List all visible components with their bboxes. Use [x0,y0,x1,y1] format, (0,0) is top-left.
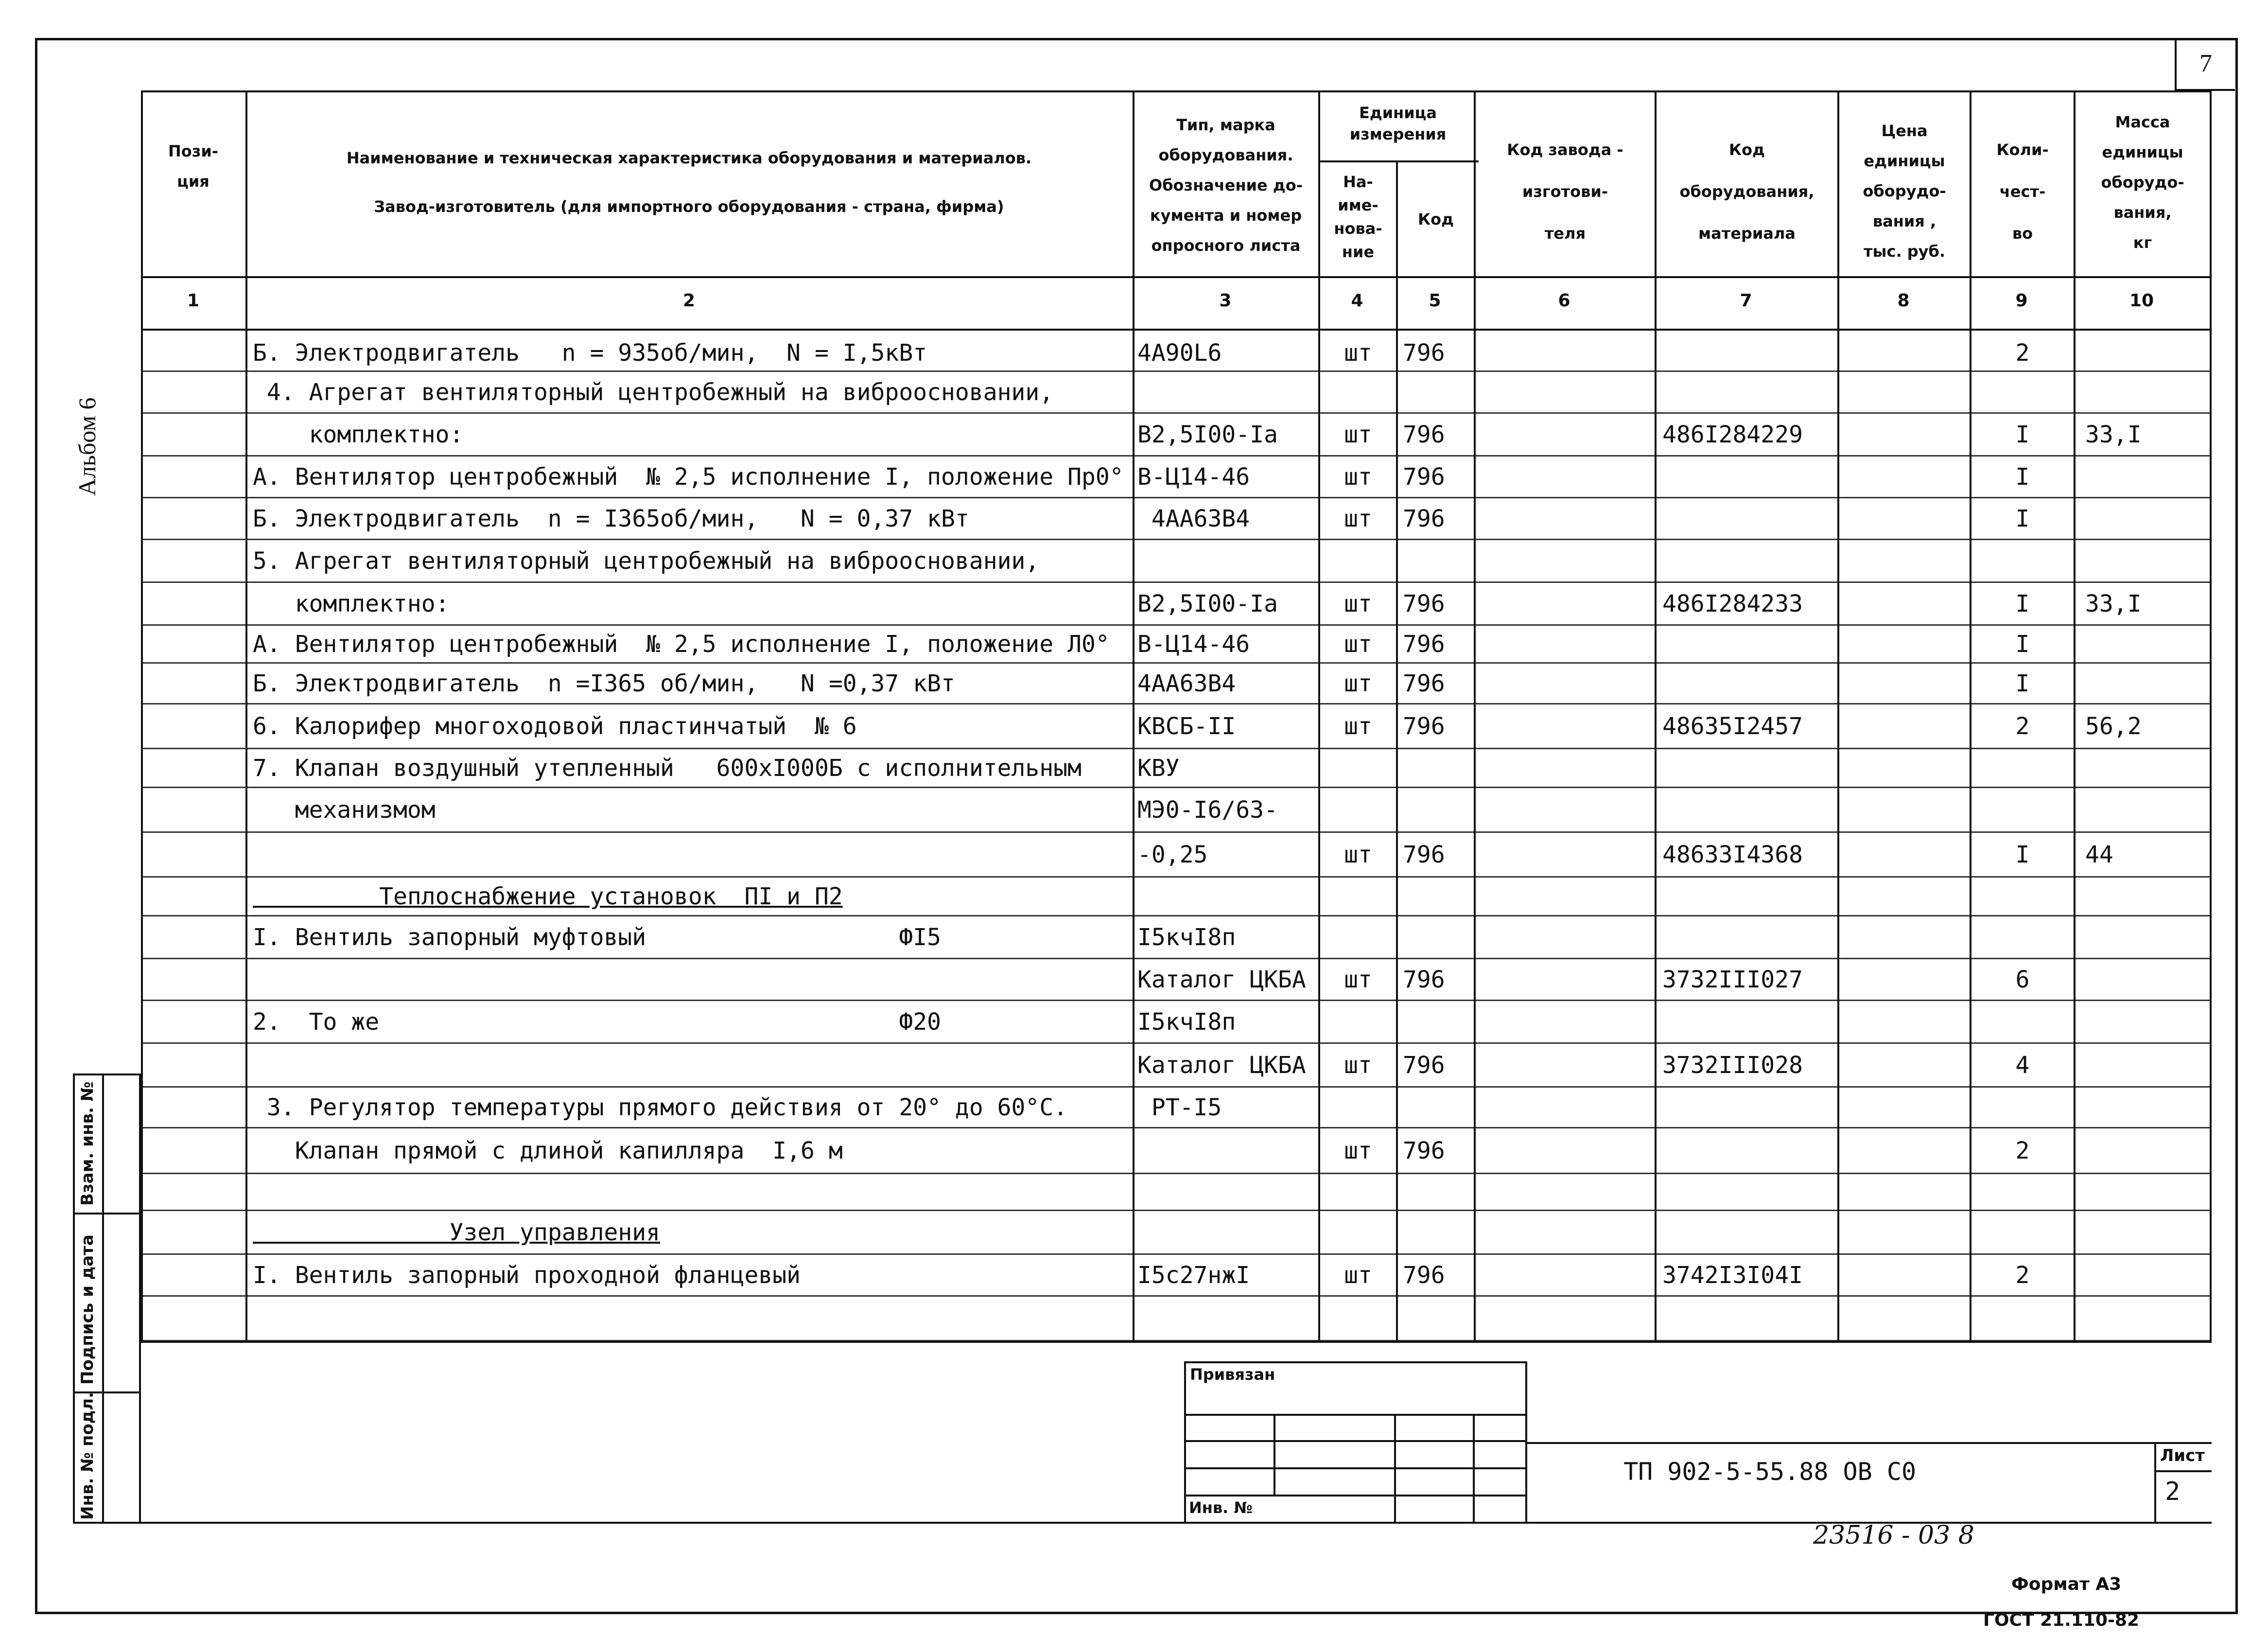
row-type: В-Ц14-46 [1137,463,1250,491]
row-unit: шт [1344,841,1372,868]
header-col5: Код [1418,210,1454,229]
header-col10: Масса единицы оборудо- вания, кг [2101,113,2184,252]
side-stamp-line [73,1213,141,1215]
document-designation: ТП 902-5-55.88 ОВ С0 [1623,1458,1917,1486]
row-divider [141,876,2212,878]
col-divider [1133,90,1134,1343]
row-code: 796 [1403,463,1445,491]
row-qty: 2 [2015,1137,2030,1164]
row-type: 4АА63В4 [1137,670,1236,697]
row-code: 796 [1403,339,1445,367]
colnum-4: 4 [1351,291,1363,311]
row-name: А. Вентилятор центробежный № 2,5 исполнение I, положение Л0° [253,631,1110,658]
col-divider [1474,90,1476,1343]
header-col3: Тип, марка оборудования. Обозначение до- кумента и номер опросного листа [1149,116,1303,255]
header-col9: Коли- чест- во [1996,141,2049,243]
privyazan-col [1473,1414,1475,1524]
header-bottom-line [141,276,2212,278]
table-left-border [141,90,143,1343]
col-divider [1396,160,1398,1343]
row-divider [141,1086,2212,1088]
row-type: Каталог ЦКБА [1137,966,1306,993]
drawing-frame [35,38,2238,1614]
header-col1: Пози- ция [168,142,219,191]
colnum-bottom-line [141,329,2212,331]
row-qty: I [2015,670,2030,697]
row-type: КВУ [1137,755,1180,782]
row-unit: шт [1344,966,1372,993]
inv-no-label: Инв. № [1189,1498,1253,1517]
row-name: комплектно: [253,590,450,617]
row-type: РТ-I5 [1137,1094,1222,1121]
row-divider [141,662,2212,664]
table-bottom-border [141,1341,2212,1343]
row-mass: 56,2 [2085,713,2142,740]
row-type: В2,5I00-Iа [1137,590,1278,617]
row-name: 5. Агрегат вентиляторный центробежный на виброосновании, [253,547,1040,575]
row-qty: I [2015,505,2030,532]
row-qty: I [2015,421,2030,448]
colnum-2: 2 [682,291,696,311]
row-unit: шт [1344,339,1372,367]
row-divider [141,370,2212,372]
row-name: I. Вентиль запорный муфтовый ФI5 [253,924,942,951]
row-divider [141,497,2212,498]
row-qty: 4 [2015,1052,2030,1079]
row-unit: шт [1344,463,1372,491]
row-equip-code: 48633I4368 [1662,841,1803,868]
row-name: Б. Электродвигатель n = 935об/мин, N = I,5кВт [253,339,927,367]
row-divider [141,624,2212,626]
row-equip-code: 486I284233 [1662,590,1803,617]
row-divider [141,748,2212,749]
row-unit: шт [1344,590,1372,617]
row-divider [141,1000,2212,1001]
row-code: 796 [1403,966,1445,993]
colnum-7: 7 [1740,291,1752,311]
row-divider [141,1127,2212,1128]
row-divider [141,1210,2212,1211]
row-type: В-Ц14-46 [1137,631,1250,658]
row-qty: I [2015,463,2030,491]
privyazan-line [1184,1414,1527,1416]
privyazan-col [1394,1414,1396,1524]
header-col8: Цена единицы оборудо- вания , тыс. руб. [1863,122,1946,261]
row-type: 4АА63В4 [1137,505,1250,532]
col-divider [2074,90,2076,1343]
sheet-label: Лист [2160,1446,2205,1465]
row-type: КВСБ-II [1137,713,1236,740]
row-name: Клапан прямой с длиной капилляра I,6 м [253,1137,843,1164]
row-qty: I [2015,841,2030,868]
privyazan-label: Привязан [1190,1365,1275,1384]
row-equip-code: 3742I3I04I [1662,1262,1803,1289]
side-stamp-inventory: Инв. № подл. [78,1391,97,1520]
row-name: 6. Калорифер многоходовой пластинчатый № 6 [253,713,857,740]
col-divider [245,90,247,1343]
row-code: 796 [1403,421,1445,448]
row-divider [141,1042,2212,1044]
row-name: I. Вентиль запорный проходной фланцевый [253,1262,801,1289]
row-code: 796 [1403,713,1445,740]
row-divider [141,915,2212,916]
row-unit: шт [1344,1137,1372,1164]
colnum-6: 6 [1558,291,1570,311]
row-equip-code: 48635I2457 [1662,713,1803,740]
row-code: 796 [1403,631,1445,658]
row-qty: 2 [2015,713,2030,740]
row-type: I5кчI8п [1137,1008,1236,1036]
row-name: Узел управления [253,1219,661,1246]
row-unit: шт [1344,1052,1372,1079]
row-unit: шт [1344,631,1372,658]
privyazan-line [1184,1495,1527,1496]
row-unit: шт [1344,670,1372,697]
table-right-border [2210,90,2212,1343]
side-stamp-signature: Подпись и дата [78,1234,97,1385]
row-equip-code: 486I284229 [1662,421,1803,448]
row-divider [141,412,2212,414]
header-col2: Наименование и техническая характеристика оборудования и материалов. Завод-изготовитель (для импортного оборудования - страна, фирма) [346,149,1032,216]
row-type: -0,25 [1137,841,1208,868]
row-name: Б. Электродвигатель n = I365об/мин, N = 0,37 кВт [253,505,969,532]
unit-group-line [1318,160,1479,162]
designation-top-line [1527,1442,2212,1444]
row-type: I5кчI8п [1137,924,1236,951]
privyazan-line [1184,1467,1527,1469]
side-stamp-divider [102,1074,104,1524]
row-name: 4. Агрегат вентиляторный центробежный на виброосновании, [253,379,1054,406]
privyazan-col [1274,1414,1275,1495]
row-name: 3. Регулятор температуры прямого действия от 20° до 60°С. [253,1094,1068,1121]
row-unit: шт [1344,1262,1372,1289]
row-name: 7. Клапан воздушный утепленный 600хI000Б с исполнительным [253,755,1082,782]
row-qty: I [2015,590,2030,617]
row-code: 796 [1403,1052,1445,1079]
gost-label: ГОСТ 21.110-82 [1983,1610,2140,1630]
row-mass: 33,I [2085,590,2142,617]
colnum-5: 5 [1429,291,1441,311]
row-divider [141,539,2212,540]
colnum-3: 3 [1219,291,1232,311]
row-code: 796 [1403,590,1445,617]
header-unit-group: Единица измерения [1349,104,1447,143]
colnum-8: 8 [1897,291,1910,311]
row-qty: 2 [2015,1262,2030,1289]
sheet-number: 2 [2165,1477,2181,1506]
row-name: А. Вентилятор центробежный № 2,5 исполнение I, положение Пр0° [253,463,1124,491]
header-col6: Код завода - изготови- теля [1507,141,1623,243]
row-name: Б. Электродвигатель n =I365 об/мин, N =0,37 кВт [253,670,955,697]
col-divider [1655,90,1657,1343]
row-code: 796 [1403,841,1445,868]
row-unit: шт [1344,713,1372,740]
row-divider [141,703,2212,704]
album-label: Альбом 6 [73,397,101,496]
table-top-border [141,90,2212,92]
row-qty: 2 [2015,339,2030,367]
row-name: 2. То же Ф20 [253,1008,942,1036]
row-name: Теплоснабжение установок ПI и П2 [253,883,843,910]
row-divider [141,581,2212,583]
row-unit: шт [1344,505,1372,532]
colnum-9: 9 [2015,291,2028,311]
row-unit: шт [1344,421,1372,448]
privyazan-line [1184,1440,1527,1442]
row-name: комплектно: [253,421,464,448]
row-code: 796 [1403,1137,1445,1164]
row-type: I5с27нжI [1137,1262,1250,1289]
header-col4: На- име- нова- ние [1334,173,1382,261]
row-mass: 33,I [2085,421,2142,448]
row-type: В2,5I00-Iа [1137,421,1278,448]
sheet-box-line [2154,1470,2212,1472]
header-col7: Код оборудования, материала [1679,141,1814,243]
row-type: Каталог ЦКБА [1137,1052,1306,1079]
row-name: механизмом [253,796,436,824]
row-divider [141,1173,2212,1174]
row-code: 796 [1403,670,1445,697]
side-stamp-replacement: Взам. инв. № [78,1081,97,1206]
row-divider [141,787,2212,788]
row-equip-code: 3732III027 [1662,966,1803,993]
row-divider [141,1253,2212,1255]
row-divider [141,1295,2212,1297]
handwritten-number: 23516 - 03 8 [1813,1521,1974,1550]
colnum-10: 10 [2129,291,2154,311]
sheet-corner-number: 7 [2175,38,2235,91]
col-divider [1837,90,1839,1343]
row-mass: 44 [2085,841,2113,868]
colnum-1: 1 [187,291,200,311]
row-qty: 6 [2015,966,2030,993]
row-divider [141,831,2212,833]
format-label: Формат А3 [2011,1574,2122,1594]
row-qty: I [2015,631,2030,658]
row-equip-code: 3732III028 [1662,1052,1803,1079]
row-type: 4A90L6 [1137,339,1222,367]
row-divider [141,455,2212,457]
row-divider [141,958,2212,959]
row-code: 796 [1403,1262,1445,1289]
row-type: МЭ0-I6/63- [1137,796,1278,824]
row-code: 796 [1403,505,1445,532]
